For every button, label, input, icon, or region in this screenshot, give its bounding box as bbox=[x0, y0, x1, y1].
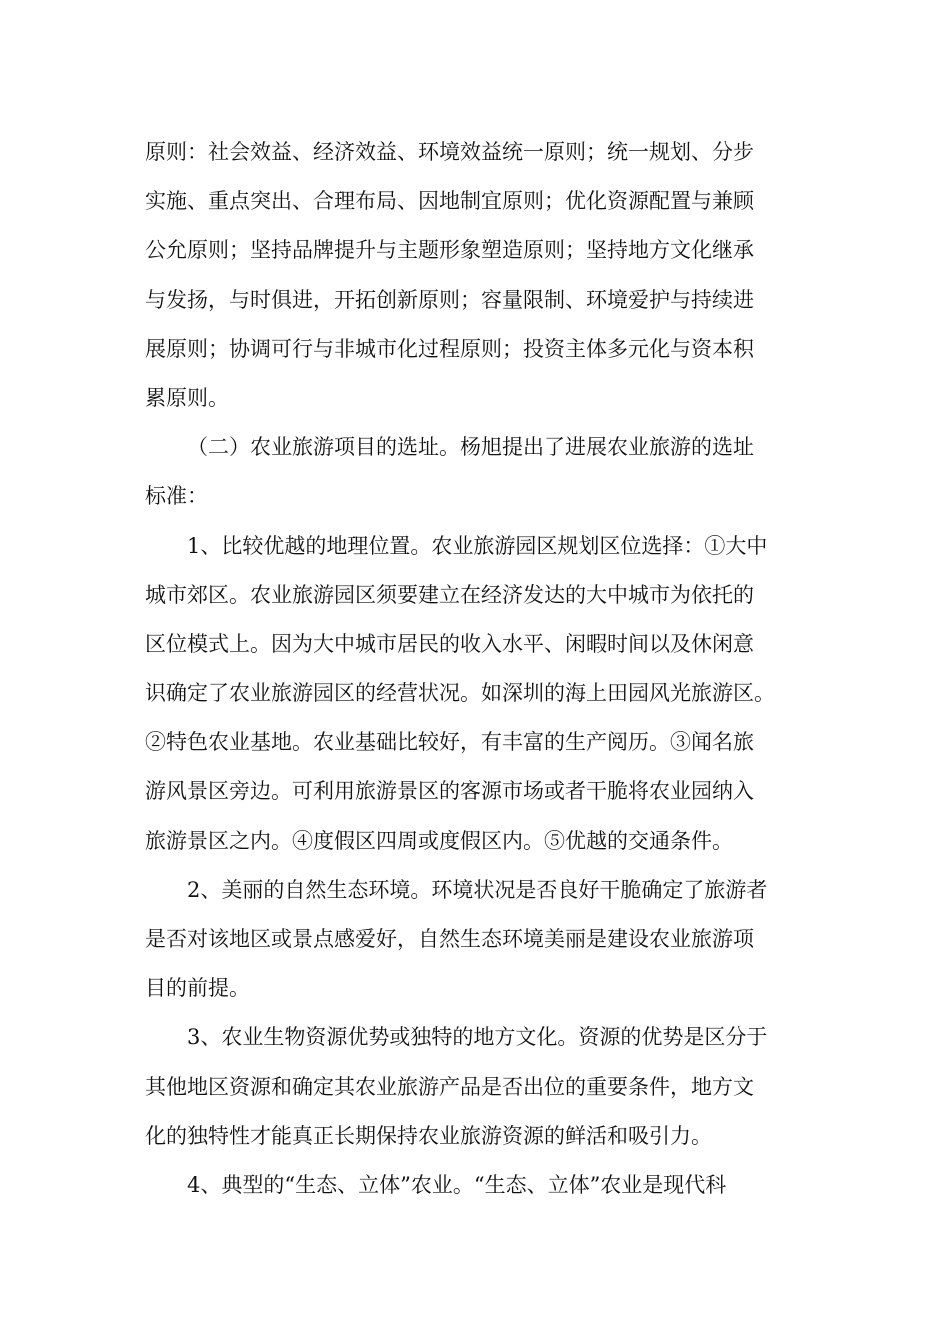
text-line: 是否对该地区或景点感爱好，自然生态环境美丽是建设农业旅游项 bbox=[145, 927, 754, 951]
numbered-item-4: 4、典型的“生态、立体”农业。“生态、立体”农业是现代科 bbox=[187, 1172, 727, 1197]
text-line: 展原则；协调可行与非城市化过程原则；投资主体多元化与资本积 bbox=[145, 336, 754, 361]
body-text bbox=[145, 128, 815, 1210]
text-line: 识确定了农业旅游园区的经营状况。如深圳的海上田园风光旅游区。 bbox=[145, 681, 775, 706]
section-heading: （二）农业旅游项目的选址。杨旭提出了进展农业旅游的选址 bbox=[187, 435, 754, 460]
text-line: ②特色农业基地。农业基础比较好，有丰富的生产阅历。③闻名旅 bbox=[145, 730, 754, 755]
text-line: 公允原则；坚持品牌提升与主题形象塑造原则；坚持地方文化继承 bbox=[145, 238, 754, 263]
text-line: 目的前提。 bbox=[145, 976, 250, 1001]
numbered-item-2: 2、美丽的自然生态环境。环境状况是否良好干脆确定了旅游者 bbox=[187, 877, 768, 902]
numbered-item-1: 1、比较优越的地理位置。农业旅游园区规划区位选择：①大中 bbox=[187, 533, 768, 558]
text-line: 区位模式上。因为大中城市居民的收入水平、闲暇时间以及休闲意 bbox=[145, 631, 754, 656]
text-line: 旅游景区之内。④度假区四周或度假区内。⑤优越的交通条件。 bbox=[145, 828, 733, 853]
text-line: 化的独特性才能真正长期保持农业旅游资源的鲜活和吸引力。 bbox=[145, 1123, 712, 1148]
text-line: 实施、重点突出、合理布局、因地制宜原则；优化资源配置与兼顾 bbox=[145, 189, 754, 214]
text-line: 累原则。 bbox=[145, 385, 229, 410]
text-line: 其他地区资源和确定其农业旅游产品是否出位的重要条件，地方文 bbox=[145, 1074, 754, 1099]
text-line: 标准： bbox=[145, 484, 208, 509]
text-line: 游风景区旁边。可利用旅游景区的客源市场或者干脆将农业园纳入 bbox=[145, 779, 754, 804]
numbered-item-3: 3、农业生物资源优势或独特的地方文化。资源的优势是区分于 bbox=[187, 1025, 768, 1050]
text-line: 原则：社会效益、经济效益、环境效益统一原则；统一规划、分步 bbox=[145, 140, 754, 164]
text-line: 城市郊区。农业旅游园区须要建立在经济发达的大中城市为依托的 bbox=[145, 582, 754, 607]
text-line: 与发扬，与时俱进，开拓创新原则；容量限制、环境爱护与持续进 bbox=[145, 287, 754, 312]
